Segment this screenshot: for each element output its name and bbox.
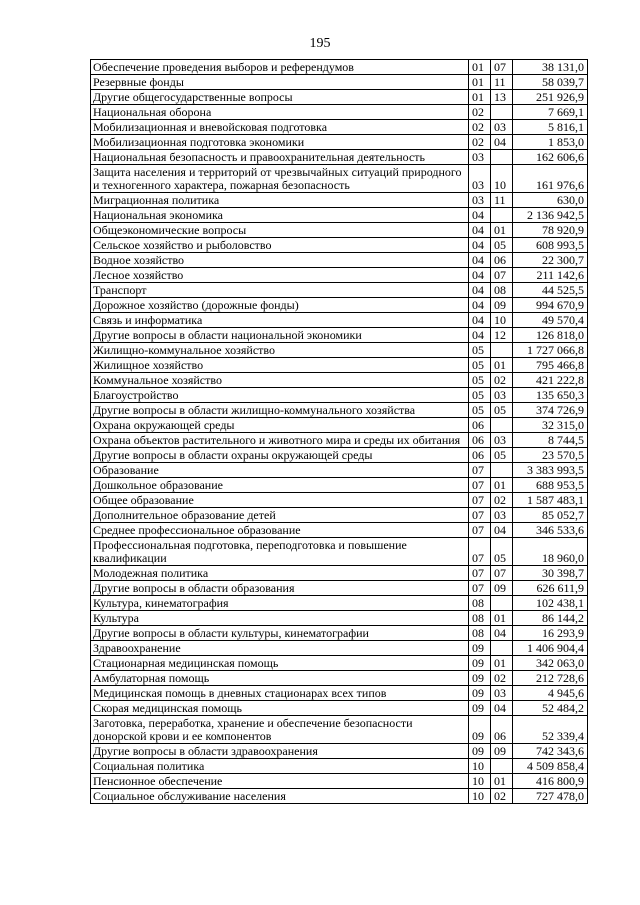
- row-amount-cell: 126 818,0: [513, 328, 588, 343]
- row-section-code-cell: 04: [469, 238, 491, 253]
- table-row: [91, 373, 588, 388]
- row-section-code-cell: 08: [469, 626, 491, 641]
- row-subsection-code-cell: [491, 463, 513, 478]
- row-subsection-code-cell: 03: [491, 686, 513, 701]
- row-name-cell: Социальное обслуживание населения: [91, 789, 469, 804]
- row-name-cell: Стационарная медицинская помощь: [91, 656, 469, 671]
- row-subsection-code-cell: [491, 418, 513, 433]
- row-name-cell: Коммунальное хозяйство: [91, 373, 469, 388]
- table-row: [91, 744, 588, 759]
- row-name-cell: Другие общегосударственные вопросы: [91, 90, 469, 105]
- table-row: [91, 238, 588, 253]
- row-section-code-cell: 07: [469, 508, 491, 523]
- row-amount-cell: 16 293,9: [513, 626, 588, 641]
- row-amount-cell: 1 853,0: [513, 135, 588, 150]
- budget-table: [90, 59, 588, 804]
- row-name-cell: Амбулаторная помощь: [91, 671, 469, 686]
- row-amount-cell: 626 611,9: [513, 581, 588, 596]
- row-subsection-code-cell: 09: [491, 744, 513, 759]
- row-amount-cell: 374 726,9: [513, 403, 588, 418]
- row-name-cell: Связь и информатика: [91, 313, 469, 328]
- row-name-cell: Другие вопросы в области образования: [91, 581, 469, 596]
- table-row: [91, 581, 588, 596]
- row-subsection-code-cell: 07: [491, 60, 513, 75]
- row-amount-cell: 2 136 942,5: [513, 208, 588, 223]
- row-amount-cell: 212 728,6: [513, 671, 588, 686]
- table-row: [91, 596, 588, 611]
- row-amount-cell: 421 222,8: [513, 373, 588, 388]
- row-amount-cell: 3 383 993,5: [513, 463, 588, 478]
- row-amount-cell: 58 039,7: [513, 75, 588, 90]
- row-name-cell: Другие вопросы в области охраны окружающей среды: [91, 448, 469, 463]
- row-name-cell: Другие вопросы в области национальной экономики: [91, 328, 469, 343]
- row-subsection-code-cell: 01: [491, 774, 513, 789]
- row-name-cell: Дошкольное образование: [91, 478, 469, 493]
- table-row: [91, 150, 588, 165]
- row-name-cell: Молодежная политика: [91, 566, 469, 581]
- table-row: [91, 283, 588, 298]
- row-section-code-cell: 09: [469, 744, 491, 759]
- table-row: [91, 538, 588, 566]
- row-amount-cell: 78 920,9: [513, 223, 588, 238]
- row-amount-cell: 4 945,6: [513, 686, 588, 701]
- row-name-cell: Заготовка, переработка, хранение и обеспечение безопасности донорской крови и ее компонентов: [91, 716, 469, 744]
- row-amount-cell: 18 960,0: [513, 538, 588, 566]
- row-amount-cell: 416 800,9: [513, 774, 588, 789]
- row-name-cell: Резервные фонды: [91, 75, 469, 90]
- row-name-cell: Социальная политика: [91, 759, 469, 774]
- row-section-code-cell: 02: [469, 120, 491, 135]
- row-amount-cell: 608 993,5: [513, 238, 588, 253]
- row-amount-cell: 44 525,5: [513, 283, 588, 298]
- row-amount-cell: 1 727 066,8: [513, 343, 588, 358]
- row-amount-cell: 161 976,6: [513, 165, 588, 193]
- row-amount-cell: 688 953,5: [513, 478, 588, 493]
- table-row: [91, 523, 588, 538]
- row-subsection-code-cell: 03: [491, 508, 513, 523]
- row-amount-cell: 1 406 904,4: [513, 641, 588, 656]
- table-row: [91, 268, 588, 283]
- row-section-code-cell: 04: [469, 313, 491, 328]
- row-section-code-cell: 05: [469, 343, 491, 358]
- row-section-code-cell: 04: [469, 328, 491, 343]
- row-name-cell: Мобилизационная и вневойсковая подготовка: [91, 120, 469, 135]
- row-section-code-cell: 03: [469, 193, 491, 208]
- table-row: [91, 701, 588, 716]
- row-section-code-cell: 05: [469, 403, 491, 418]
- row-amount-cell: 52 484,2: [513, 701, 588, 716]
- row-name-cell: Пенсионное обеспечение: [91, 774, 469, 789]
- table-row: [91, 223, 588, 238]
- row-section-code-cell: 08: [469, 596, 491, 611]
- row-section-code-cell: 06: [469, 448, 491, 463]
- row-name-cell: Лесное хозяйство: [91, 268, 469, 283]
- row-subsection-code-cell: [491, 641, 513, 656]
- row-amount-cell: 4 509 858,4: [513, 759, 588, 774]
- row-name-cell: Дорожное хозяйство (дорожные фонды): [91, 298, 469, 313]
- row-section-code-cell: 10: [469, 789, 491, 804]
- row-subsection-code-cell: [491, 105, 513, 120]
- row-section-code-cell: 07: [469, 493, 491, 508]
- row-section-code-cell: 07: [469, 463, 491, 478]
- row-subsection-code-cell: 12: [491, 328, 513, 343]
- row-name-cell: Мобилизационная подготовка экономики: [91, 135, 469, 150]
- row-name-cell: Общеэкономические вопросы: [91, 223, 469, 238]
- row-amount-cell: 30 398,7: [513, 566, 588, 581]
- row-name-cell: Культура: [91, 611, 469, 626]
- row-section-code-cell: 04: [469, 268, 491, 283]
- row-subsection-code-cell: 04: [491, 135, 513, 150]
- row-name-cell: Национальная экономика: [91, 208, 469, 223]
- table-row: [91, 789, 588, 804]
- row-name-cell: Миграционная политика: [91, 193, 469, 208]
- row-amount-cell: 85 052,7: [513, 508, 588, 523]
- row-subsection-code-cell: 06: [491, 716, 513, 744]
- row-name-cell: Сельское хозяйство и рыболовство: [91, 238, 469, 253]
- row-amount-cell: 162 606,6: [513, 150, 588, 165]
- row-subsection-code-cell: 05: [491, 538, 513, 566]
- row-section-code-cell: 04: [469, 253, 491, 268]
- table-row: [91, 478, 588, 493]
- row-subsection-code-cell: 03: [491, 433, 513, 448]
- table-row: [91, 433, 588, 448]
- table-row: [91, 774, 588, 789]
- row-subsection-code-cell: 10: [491, 165, 513, 193]
- row-subsection-code-cell: 02: [491, 789, 513, 804]
- row-amount-cell: 22 300,7: [513, 253, 588, 268]
- table-row: [91, 313, 588, 328]
- row-subsection-code-cell: 10: [491, 313, 513, 328]
- row-section-code-cell: 10: [469, 774, 491, 789]
- row-amount-cell: 38 131,0: [513, 60, 588, 75]
- row-section-code-cell: 09: [469, 701, 491, 716]
- row-name-cell: Профессиональная подготовка, переподготовка и повышение квалификации: [91, 538, 469, 566]
- row-section-code-cell: 07: [469, 538, 491, 566]
- row-amount-cell: 7 669,1: [513, 105, 588, 120]
- row-name-cell: Национальная оборона: [91, 105, 469, 120]
- row-section-code-cell: 03: [469, 150, 491, 165]
- row-name-cell: Другие вопросы в области здравоохранения: [91, 744, 469, 759]
- table-row: [91, 388, 588, 403]
- row-subsection-code-cell: [491, 208, 513, 223]
- row-name-cell: Другие вопросы в области жилищно-коммунального хозяйства: [91, 403, 469, 418]
- row-subsection-code-cell: [491, 150, 513, 165]
- row-section-code-cell: 02: [469, 135, 491, 150]
- table-row: [91, 298, 588, 313]
- table-row: [91, 493, 588, 508]
- row-section-code-cell: 07: [469, 478, 491, 493]
- row-name-cell: Среднее профессиональное образование: [91, 523, 469, 538]
- row-subsection-code-cell: 11: [491, 193, 513, 208]
- row-section-code-cell: 01: [469, 90, 491, 105]
- table-row: [91, 135, 588, 150]
- row-section-code-cell: 01: [469, 60, 491, 75]
- table-row: [91, 641, 588, 656]
- row-subsection-code-cell: 02: [491, 671, 513, 686]
- row-amount-cell: 49 570,4: [513, 313, 588, 328]
- row-name-cell: Защита населения и территорий от чрезвычайных ситуаций природного и техногенного характера, пожарная безопасность: [91, 165, 469, 193]
- row-section-code-cell: 05: [469, 373, 491, 388]
- row-amount-cell: 630,0: [513, 193, 588, 208]
- row-subsection-code-cell: 09: [491, 298, 513, 313]
- row-subsection-code-cell: 01: [491, 358, 513, 373]
- table-row: [91, 403, 588, 418]
- row-section-code-cell: 06: [469, 433, 491, 448]
- row-subsection-code-cell: 02: [491, 373, 513, 388]
- row-subsection-code-cell: 04: [491, 701, 513, 716]
- row-amount-cell: 102 438,1: [513, 596, 588, 611]
- table-row: [91, 418, 588, 433]
- table-row: [91, 566, 588, 581]
- table-row: [91, 60, 588, 75]
- row-amount-cell: 8 744,5: [513, 433, 588, 448]
- row-subsection-code-cell: 02: [491, 493, 513, 508]
- table-row: [91, 120, 588, 135]
- row-amount-cell: 727 478,0: [513, 789, 588, 804]
- table-row: [91, 193, 588, 208]
- row-subsection-code-cell: 11: [491, 75, 513, 90]
- table-row: [91, 759, 588, 774]
- budget-table-body: [91, 60, 588, 804]
- row-amount-cell: 795 466,8: [513, 358, 588, 373]
- row-name-cell: Обеспечение проведения выборов и референдумов: [91, 60, 469, 75]
- row-name-cell: Дополнительное образование детей: [91, 508, 469, 523]
- row-amount-cell: 211 142,6: [513, 268, 588, 283]
- table-row: [91, 358, 588, 373]
- row-section-code-cell: 09: [469, 671, 491, 686]
- row-amount-cell: 23 570,5: [513, 448, 588, 463]
- row-section-code-cell: 04: [469, 208, 491, 223]
- row-section-code-cell: 05: [469, 388, 491, 403]
- row-subsection-code-cell: 01: [491, 611, 513, 626]
- row-section-code-cell: 01: [469, 75, 491, 90]
- row-subsection-code-cell: [491, 343, 513, 358]
- table-row: [91, 343, 588, 358]
- row-amount-cell: 5 816,1: [513, 120, 588, 135]
- row-subsection-code-cell: 04: [491, 523, 513, 538]
- row-subsection-code-cell: 06: [491, 253, 513, 268]
- row-section-code-cell: 03: [469, 165, 491, 193]
- table-row: [91, 328, 588, 343]
- table-row: [91, 508, 588, 523]
- table-row: [91, 626, 588, 641]
- row-section-code-cell: 07: [469, 581, 491, 596]
- row-subsection-code-cell: 05: [491, 448, 513, 463]
- row-name-cell: Скорая медицинская помощь: [91, 701, 469, 716]
- table-row: [91, 75, 588, 90]
- row-subsection-code-cell: 08: [491, 283, 513, 298]
- row-section-code-cell: 04: [469, 283, 491, 298]
- table-row: [91, 656, 588, 671]
- row-section-code-cell: 07: [469, 523, 491, 538]
- table-row: [91, 208, 588, 223]
- row-section-code-cell: 02: [469, 105, 491, 120]
- row-subsection-code-cell: 03: [491, 120, 513, 135]
- row-section-code-cell: 09: [469, 641, 491, 656]
- table-row: [91, 716, 588, 744]
- table-row: [91, 448, 588, 463]
- row-name-cell: Образование: [91, 463, 469, 478]
- row-section-code-cell: 08: [469, 611, 491, 626]
- row-subsection-code-cell: 05: [491, 403, 513, 418]
- row-name-cell: Жилищное хозяйство: [91, 358, 469, 373]
- row-amount-cell: 251 926,9: [513, 90, 588, 105]
- row-name-cell: Жилищно-коммунальное хозяйство: [91, 343, 469, 358]
- page-number: 195: [309, 36, 331, 51]
- row-name-cell: Медицинская помощь в дневных стационарах всех типов: [91, 686, 469, 701]
- row-amount-cell: 32 315,0: [513, 418, 588, 433]
- row-name-cell: Национальная безопасность и правоохранительная деятельность: [91, 150, 469, 165]
- row-subsection-code-cell: 04: [491, 626, 513, 641]
- row-name-cell: Охрана окружающей среды: [91, 418, 469, 433]
- row-section-code-cell: 10: [469, 759, 491, 774]
- row-section-code-cell: 09: [469, 716, 491, 744]
- row-section-code-cell: 04: [469, 223, 491, 238]
- row-subsection-code-cell: 01: [491, 656, 513, 671]
- row-subsection-code-cell: 07: [491, 268, 513, 283]
- row-name-cell: Здравоохранение: [91, 641, 469, 656]
- table-row: [91, 463, 588, 478]
- row-subsection-code-cell: 09: [491, 581, 513, 596]
- row-subsection-code-cell: 13: [491, 90, 513, 105]
- row-amount-cell: 994 670,9: [513, 298, 588, 313]
- row-amount-cell: 86 144,2: [513, 611, 588, 626]
- row-section-code-cell: 04: [469, 298, 491, 313]
- row-subsection-code-cell: 07: [491, 566, 513, 581]
- row-subsection-code-cell: [491, 759, 513, 774]
- row-amount-cell: 52 339,4: [513, 716, 588, 744]
- row-amount-cell: 346 533,6: [513, 523, 588, 538]
- table-row: [91, 105, 588, 120]
- row-subsection-code-cell: 05: [491, 238, 513, 253]
- row-amount-cell: 1 587 483,1: [513, 493, 588, 508]
- row-section-code-cell: 09: [469, 656, 491, 671]
- row-name-cell: Общее образование: [91, 493, 469, 508]
- row-amount-cell: 742 343,6: [513, 744, 588, 759]
- row-section-code-cell: 07: [469, 566, 491, 581]
- table-row: [91, 165, 588, 193]
- row-subsection-code-cell: 01: [491, 223, 513, 238]
- row-name-cell: Благоустройство: [91, 388, 469, 403]
- table-row: [91, 611, 588, 626]
- row-name-cell: Водное хозяйство: [91, 253, 469, 268]
- row-subsection-code-cell: 01: [491, 478, 513, 493]
- row-amount-cell: 135 650,3: [513, 388, 588, 403]
- table-row: [91, 671, 588, 686]
- row-amount-cell: 342 063,0: [513, 656, 588, 671]
- row-subsection-code-cell: 03: [491, 388, 513, 403]
- table-row: [91, 253, 588, 268]
- row-name-cell: Охрана объектов растительного и животного мира и среды их обитания: [91, 433, 469, 448]
- row-name-cell: Культура, кинематография: [91, 596, 469, 611]
- row-section-code-cell: 06: [469, 418, 491, 433]
- table-row: [91, 686, 588, 701]
- row-subsection-code-cell: [491, 596, 513, 611]
- row-name-cell: Транспорт: [91, 283, 469, 298]
- table-row: [91, 90, 588, 105]
- row-section-code-cell: 05: [469, 358, 491, 373]
- row-section-code-cell: 09: [469, 686, 491, 701]
- row-name-cell: Другие вопросы в области культуры, кинематографии: [91, 626, 469, 641]
